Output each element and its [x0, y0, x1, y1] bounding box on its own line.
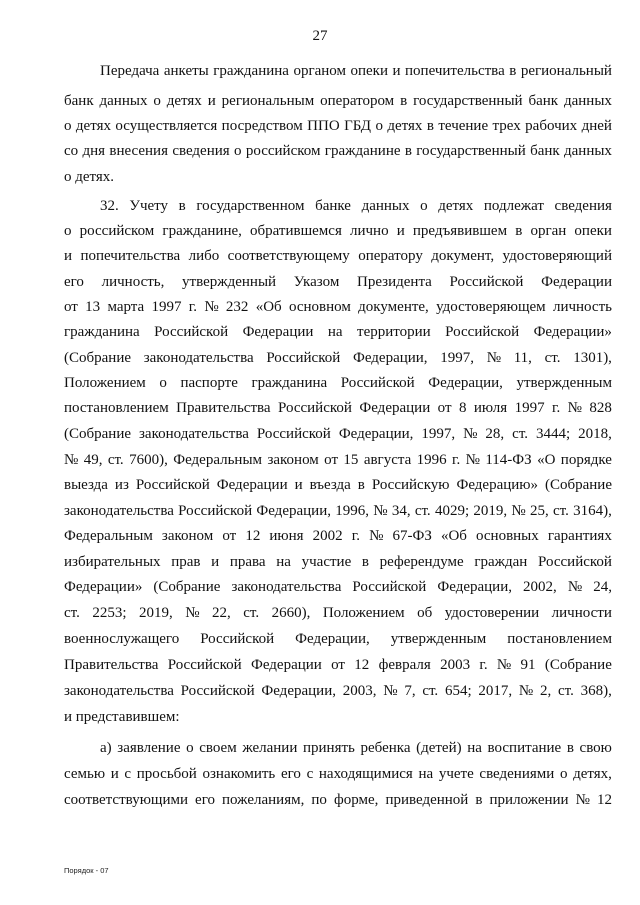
text-line: семью и с просьбой ознакомить его с находящимися на учете сведениями о детях,: [64, 766, 612, 782]
text-line: выезда из Российской Федерации и въезда в Российскую Федерацию» (Собрание: [64, 477, 612, 493]
text-line: со дня внесения сведения о российском гражданине в государственный банк данных: [64, 143, 612, 159]
text-line: Положением о паспорте гражданина Российской Федерации, утвержденным: [64, 375, 612, 391]
text-line: Передача анкеты гражданина органом опеки и попечительства в региональный: [100, 63, 612, 79]
page-number: 27: [312, 28, 328, 44]
text-line: и представившем:: [64, 709, 180, 725]
text-line: гражданина Российской Федерации на территории Российской Федерации»: [64, 324, 612, 340]
text-line: (Собрание законодательства Российской Федерации, 1997, № 28, ст. 3444; 2018,: [64, 426, 612, 442]
text-line: а) заявление о своем желании принять ребенка (детей) на воспитание в свою: [100, 740, 612, 756]
text-line: постановлением Правительства Российской Федерации от 8 июля 1997 г. № 828: [64, 400, 612, 416]
text-line: о российском гражданине, обратившемся лично и предъявившем в орган опеки: [64, 223, 612, 239]
text-line: законодательства Российской Федерации, 1996, № 34, ст. 4029; 2019, № 25, ст. 3164),: [64, 503, 612, 519]
text-line: и попечительства либо соответствующему оператору документ, удостоверяющий: [64, 248, 612, 264]
text-line: 32. Учету в государственном банке данных о детях подлежат сведения: [100, 198, 612, 214]
text-line: о детях осуществляется посредством ППО ГБД о детях в течение трех рабочих дней: [64, 118, 612, 134]
text-line: банк данных о детях и региональным оператором в государственный банк данных: [64, 93, 612, 109]
text-line: его личность, утвержденный Указом Президента Российской Федерации: [64, 274, 612, 290]
text-line: военнослужащего Российской Федерации, утвержденным постановлением: [64, 631, 612, 647]
text-line: (Собрание законодательства Российской Федерации, 1997, № 11, ст. 1301),: [64, 350, 612, 366]
text-line: от 13 марта 1997 г. № 232 «Об основном документе, удостоверяющем личность: [64, 299, 612, 315]
text-line: соответствующими его пожеланиям, по форме, приведенной в приложении № 12: [64, 792, 612, 808]
text-line: Правительства Российской Федерации от 12 февраля 2003 г. № 91 (Собрание: [64, 657, 612, 673]
text-line: законодательства Российской Федерации, 2003, № 7, ст. 654; 2017, № 2, ст. 368),: [64, 683, 612, 699]
footer-label: Порядок - 07: [64, 866, 109, 875]
text-line: о детях.: [64, 169, 115, 185]
text-line: Федеральным законом от 12 июня 2002 г. № 67-ФЗ «Об основных гарантиях: [64, 528, 612, 544]
text-line: избирательных прав и права на участие в референдуме граждан Российской: [64, 554, 612, 570]
text-line: ст. 2253; 2019, № 22, ст. 2660), Положением об удостоверении личности: [64, 605, 612, 621]
text-line: № 49, ст. 7600), Федеральным законом от 15 августа 1996 г. № 114-ФЗ «О порядке: [64, 452, 612, 468]
text-line: Федерации» (Собрание законодательства Российской Федерации, 2002, № 24,: [64, 579, 612, 595]
